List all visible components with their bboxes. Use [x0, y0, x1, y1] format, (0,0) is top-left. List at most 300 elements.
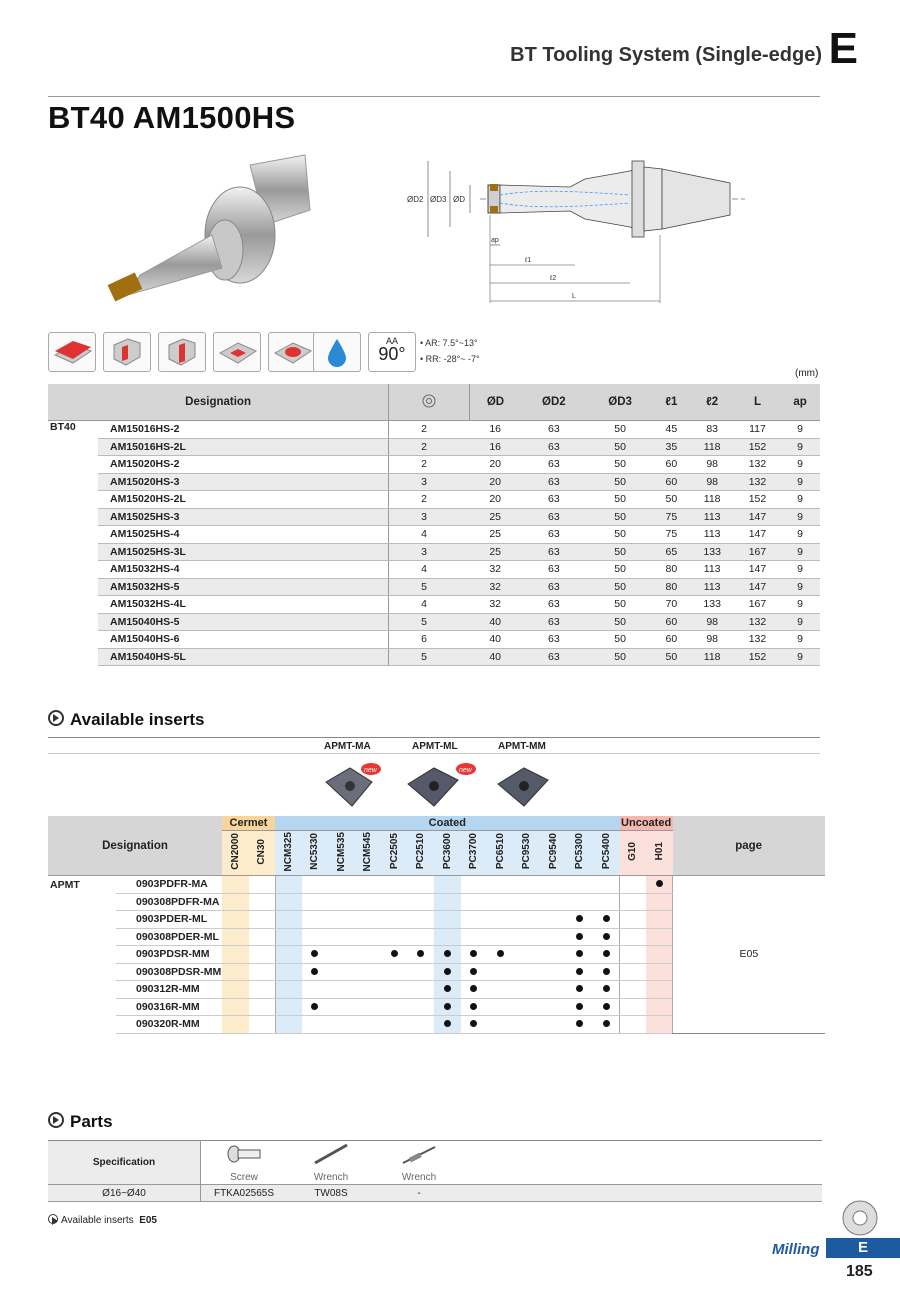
availability-dot	[656, 880, 663, 887]
value-cell: 50	[587, 456, 653, 474]
value-cell: 50	[587, 438, 653, 456]
grade-cell	[381, 928, 408, 946]
label-l1: ℓ1	[525, 257, 532, 264]
grade-cell	[302, 911, 329, 929]
grade-cell	[620, 963, 647, 981]
grade-cell	[408, 1016, 435, 1034]
value-cell: 50	[587, 648, 653, 666]
availability-dot	[497, 950, 504, 957]
col-d2: ØD2	[521, 384, 587, 421]
value-cell: 32	[470, 578, 521, 596]
grade-cell	[514, 876, 541, 894]
grade-header: NC5330	[302, 831, 329, 876]
value-cell: 5	[389, 578, 470, 596]
table-row	[48, 631, 820, 649]
availability-dot	[576, 915, 583, 922]
grade-header: PC9540	[540, 831, 567, 876]
grade-header: PC5300	[567, 831, 594, 876]
insert-mm-image	[494, 762, 552, 810]
value-cell: 40	[470, 631, 521, 649]
radial-rake-note: • RR: -28°~ -7°	[420, 354, 480, 364]
grade-cell	[222, 981, 249, 999]
value-cell: 60	[653, 613, 689, 631]
inserts-table	[48, 816, 825, 1034]
value-cell: 20	[470, 456, 521, 474]
col-L: L	[735, 384, 780, 421]
value-cell: 9	[780, 648, 820, 666]
value-cell: 132	[735, 613, 780, 631]
page-title: BT40 AM1500HS	[48, 100, 296, 135]
grade-cell	[620, 911, 647, 929]
value-cell: 118	[690, 491, 735, 509]
table-row	[48, 543, 820, 561]
grade-cell	[620, 893, 647, 911]
value-cell: 5	[389, 613, 470, 631]
footer-note: Available inserts E05	[48, 1214, 157, 1226]
value-cell: 50	[587, 491, 653, 509]
grade-cell	[514, 998, 541, 1016]
cermet-header: Cermet	[222, 816, 275, 831]
unit-label: (mm)	[795, 368, 819, 379]
grade-cell	[275, 946, 302, 964]
value-cell: 50	[587, 421, 653, 439]
value-cell: 2	[389, 421, 470, 439]
availability-dot	[391, 950, 398, 957]
inserts-divider	[48, 737, 820, 738]
value-cell: 80	[653, 578, 689, 596]
value-cell: 63	[521, 456, 587, 474]
value-cell: 63	[521, 648, 587, 666]
designation-cell: AM15040HS-6	[98, 631, 389, 649]
value-cell: 4	[389, 526, 470, 544]
grade-cell	[646, 911, 673, 929]
availability-dot	[576, 1003, 583, 1010]
designation-cell: AM15040HS-5L	[98, 648, 389, 666]
specification-table	[48, 384, 820, 666]
grade-header: PC2505	[381, 831, 408, 876]
grade-cell	[593, 893, 620, 911]
grade-cell	[540, 963, 567, 981]
grade-header: NCM545	[355, 831, 382, 876]
grade-cell	[593, 946, 620, 964]
value-cell: 113	[690, 578, 735, 596]
value-cell: 132	[735, 631, 780, 649]
value-cell: 9	[780, 596, 820, 614]
value-cell: 132	[735, 456, 780, 474]
grade-cell	[540, 998, 567, 1016]
grade-cell	[355, 1016, 382, 1034]
grade-header: NCM325	[275, 831, 302, 876]
insert-ma-image	[320, 762, 378, 810]
grade-cell	[567, 1016, 594, 1034]
value-cell: 9	[780, 473, 820, 491]
group-label	[48, 981, 116, 999]
parts-col-wrench-2: Wrench	[401, 1171, 437, 1183]
grade-cell	[302, 998, 329, 1016]
value-cell: 50	[587, 631, 653, 649]
group-label	[48, 998, 116, 1016]
grade-cell	[514, 911, 541, 929]
section-tab: E	[826, 1238, 900, 1258]
value-cell: 65	[653, 543, 689, 561]
col-designation: Designation	[48, 384, 389, 421]
grade-cell	[487, 928, 514, 946]
value-cell: 132	[735, 473, 780, 491]
grade-cell	[249, 911, 276, 929]
insert-designation: 0903PDFR-MA	[116, 876, 222, 894]
designation-cell: AM15025HS-3	[98, 508, 389, 526]
availability-dot	[576, 950, 583, 957]
value-cell: 63	[521, 613, 587, 631]
grade-cell	[434, 981, 461, 999]
value-cell: 50	[587, 473, 653, 491]
value-cell: 63	[521, 578, 587, 596]
grade-cell	[646, 963, 673, 981]
grade-cell	[567, 946, 594, 964]
availability-dot	[576, 968, 583, 975]
grade-cell	[275, 998, 302, 1016]
insert-designation: 090320R-MM	[116, 1016, 222, 1034]
grade-cell	[328, 911, 355, 929]
insert-designation: 090308PDFR-MA	[116, 893, 222, 911]
availability-dot	[603, 1003, 610, 1010]
page-reference: E05	[673, 876, 825, 1034]
value-cell: 63	[521, 438, 587, 456]
label-l2: ℓ2	[550, 275, 557, 282]
insert-designation: 0903PDSR-MM	[116, 946, 222, 964]
grade-cell	[567, 911, 594, 929]
section-title: BT Tooling System (Single-edge)	[510, 44, 822, 66]
parts-table	[48, 1140, 822, 1202]
grade-cell	[328, 998, 355, 1016]
angle-label: AA	[385, 336, 398, 346]
grade-cell	[408, 928, 435, 946]
grade-cell	[355, 963, 382, 981]
grade-cell	[540, 946, 567, 964]
value-cell: 25	[470, 543, 521, 561]
insert-designation: 090316R-MM	[116, 998, 222, 1016]
availability-dot	[444, 1020, 451, 1027]
grade-cell	[620, 876, 647, 894]
group-label	[48, 893, 116, 911]
value-cell: 63	[521, 491, 587, 509]
coated-header: Coated	[275, 816, 620, 831]
label-d2: ØD2	[407, 195, 424, 204]
availability-dot	[603, 933, 610, 940]
grade-cell	[275, 928, 302, 946]
grade-cell	[275, 876, 302, 894]
value-cell: 133	[690, 543, 735, 561]
value-cell: 63	[521, 421, 587, 439]
category-label: Milling	[772, 1241, 820, 1258]
milling-cutter-icon	[840, 1198, 880, 1238]
table-row	[48, 876, 825, 894]
value-cell: 152	[735, 648, 780, 666]
grade-cell	[355, 981, 382, 999]
grade-cell	[302, 963, 329, 981]
grade-cell	[381, 946, 408, 964]
grade-cell	[567, 928, 594, 946]
grade-cell	[487, 876, 514, 894]
availability-dot	[470, 968, 477, 975]
designation-cell: AM15040HS-5	[98, 613, 389, 631]
grade-cell	[593, 998, 620, 1016]
footer-ref: E05	[139, 1215, 157, 1226]
insert-ml-image	[404, 762, 472, 810]
value-cell: 167	[735, 543, 780, 561]
availability-dot	[417, 950, 424, 957]
grade-cell	[328, 963, 355, 981]
grade-cell	[461, 981, 488, 999]
value-cell: 9	[780, 456, 820, 474]
grade-cell	[593, 981, 620, 999]
value-cell: 9	[780, 578, 820, 596]
value-cell: 9	[780, 491, 820, 509]
availability-dot	[576, 985, 583, 992]
table-row	[48, 473, 820, 491]
value-cell: 3	[389, 508, 470, 526]
designation-cell: AM15020HS-2	[98, 456, 389, 474]
value-cell: 147	[735, 526, 780, 544]
grade-cell	[328, 1016, 355, 1034]
designation-cell: AM15032HS-4	[98, 561, 389, 579]
value-cell: 50	[653, 648, 689, 666]
group-label	[48, 963, 116, 981]
grade-header: PC3600	[434, 831, 461, 876]
teeth-icon	[421, 393, 437, 409]
grade-cell	[461, 1016, 488, 1034]
value-cell: 9	[780, 438, 820, 456]
table-row	[48, 526, 820, 544]
grade-cell	[355, 911, 382, 929]
pocketing-icon	[213, 332, 261, 372]
grade-cell	[434, 911, 461, 929]
availability-dot	[444, 1003, 451, 1010]
grade-header: PC9530	[514, 831, 541, 876]
grade-cell	[355, 893, 382, 911]
value-cell: 40	[470, 648, 521, 666]
page-number: 185	[846, 1263, 873, 1280]
value-cell: 50	[587, 596, 653, 614]
grade-cell	[408, 911, 435, 929]
helical-milling-icon	[268, 332, 316, 372]
grade-cell	[355, 998, 382, 1016]
value-cell: 147	[735, 508, 780, 526]
grade-cell	[593, 911, 620, 929]
new-badge: new	[459, 767, 472, 774]
value-cell: 32	[470, 596, 521, 614]
value-cell: 117	[735, 421, 780, 439]
grade-cell	[302, 876, 329, 894]
value-cell: 6	[389, 631, 470, 649]
grade-cell	[302, 981, 329, 999]
value-cell: 98	[690, 631, 735, 649]
table-row	[48, 578, 820, 596]
coolant-icon	[313, 332, 361, 372]
grade-cell	[302, 893, 329, 911]
value-cell: 50	[587, 543, 653, 561]
grade-cell	[540, 911, 567, 929]
grade-cell	[646, 946, 673, 964]
grade-cell	[487, 946, 514, 964]
grade-cell	[620, 1016, 647, 1034]
ins-col-designation: Designation	[48, 816, 222, 876]
grade-cell	[222, 1016, 249, 1034]
value-cell: 3	[389, 473, 470, 491]
uncoated-header: Uncoated	[621, 817, 672, 829]
grade-cell	[222, 893, 249, 911]
value-cell: 75	[653, 526, 689, 544]
grade-cell	[540, 928, 567, 946]
value-cell: 20	[470, 491, 521, 509]
availability-dot	[444, 968, 451, 975]
grade-cell	[461, 928, 488, 946]
grade-cell	[249, 981, 276, 999]
grade-cell	[328, 928, 355, 946]
grade-cell	[275, 963, 302, 981]
designation-cell: AM15020HS-2L	[98, 491, 389, 509]
grade-cell	[461, 911, 488, 929]
group-label	[48, 911, 116, 929]
group-label: BT40	[48, 421, 98, 666]
grade-cell	[646, 893, 673, 911]
grade-cell	[381, 876, 408, 894]
parts-screw-value: FTKA02565S	[201, 1185, 288, 1202]
grade-cell	[620, 928, 647, 946]
grade-cell	[381, 911, 408, 929]
grade-header: PC5400	[593, 831, 620, 876]
section-letter: E	[828, 24, 858, 73]
grade-cell	[355, 876, 382, 894]
value-cell: 9	[780, 613, 820, 631]
value-cell: 152	[735, 438, 780, 456]
grade-cell	[487, 911, 514, 929]
value-cell: 83	[690, 421, 735, 439]
grade-cell	[328, 946, 355, 964]
table-row	[48, 613, 820, 631]
value-cell: 50	[587, 561, 653, 579]
table-row	[48, 596, 820, 614]
designation-cell: AM15025HS-4	[98, 526, 389, 544]
value-cell: 98	[690, 473, 735, 491]
grade-cell	[593, 928, 620, 946]
grade-cell	[514, 981, 541, 999]
grade-cell	[302, 1016, 329, 1034]
grade-cell	[646, 876, 673, 894]
grade-cell	[514, 1016, 541, 1034]
availability-dot	[311, 950, 318, 957]
grade-cell	[408, 981, 435, 999]
slotting-icon	[158, 332, 206, 372]
grade-cell	[408, 946, 435, 964]
grade-cell	[620, 946, 647, 964]
grade-cell	[381, 893, 408, 911]
value-cell: 113	[690, 526, 735, 544]
grade-cell	[222, 928, 249, 946]
value-cell: 50	[587, 578, 653, 596]
available-inserts-heading: Available inserts	[48, 710, 205, 730]
value-cell: 118	[690, 438, 735, 456]
designation-cell: AM15016HS-2	[98, 421, 389, 439]
parts-spec-label: Specification	[48, 1141, 201, 1185]
grade-cell	[487, 1016, 514, 1034]
availability-dot	[470, 1020, 477, 1027]
grade-cell	[567, 893, 594, 911]
grade-cell	[646, 1016, 673, 1034]
grade-cell	[487, 998, 514, 1016]
grade-cell	[434, 946, 461, 964]
grade-cell	[593, 876, 620, 894]
value-cell: 133	[690, 596, 735, 614]
col-ap: ap	[780, 384, 820, 421]
availability-dot	[603, 1020, 610, 1027]
grade-cell	[275, 1016, 302, 1034]
value-cell: 9	[780, 561, 820, 579]
group-label	[48, 946, 116, 964]
insert-type-ml: APMT-ML	[412, 741, 458, 752]
designation-cell: AM15025HS-3L	[98, 543, 389, 561]
value-cell: 4	[389, 561, 470, 579]
value-cell: 118	[690, 648, 735, 666]
value-cell: 63	[521, 508, 587, 526]
value-cell: 98	[690, 613, 735, 631]
parts-col-wrench-1: Wrench	[313, 1171, 349, 1183]
group-label	[48, 1016, 116, 1034]
value-cell: 40	[470, 613, 521, 631]
grade-cell	[646, 998, 673, 1016]
insert-type-ma: APMT-MA	[324, 741, 371, 752]
dimension-drawing	[400, 155, 750, 305]
availability-dot	[470, 1003, 477, 1010]
grade-header: PC3700	[461, 831, 488, 876]
grade-cell	[434, 998, 461, 1016]
insert-type-mm: APMT-MM	[498, 741, 546, 752]
availability-dot	[311, 1003, 318, 1010]
grade-cell	[381, 998, 408, 1016]
grade-cell	[275, 981, 302, 999]
availability-dot	[470, 950, 477, 957]
group-label: APMT	[48, 876, 116, 894]
availability-dot	[603, 968, 610, 975]
grade-cell	[434, 1016, 461, 1034]
value-cell: 9	[780, 526, 820, 544]
value-cell: 45	[653, 421, 689, 439]
availability-dot	[603, 915, 610, 922]
value-cell: 63	[521, 631, 587, 649]
grade-cell	[328, 981, 355, 999]
value-cell: 2	[389, 491, 470, 509]
value-cell: 63	[521, 473, 587, 491]
value-cell: 70	[653, 596, 689, 614]
value-cell: 50	[587, 613, 653, 631]
table-row	[48, 491, 820, 509]
value-cell: 167	[735, 596, 780, 614]
grade-cell	[593, 963, 620, 981]
value-cell: 35	[653, 438, 689, 456]
grade-cell	[567, 876, 594, 894]
parts-wrench2-value: -	[375, 1185, 463, 1202]
grade-cell	[275, 911, 302, 929]
insert-designation: 090308PDSR-MM	[116, 963, 222, 981]
grade-header: NCM535	[328, 831, 355, 876]
value-cell: 16	[470, 438, 521, 456]
value-cell: 50	[653, 491, 689, 509]
grade-cell	[381, 981, 408, 999]
value-cell: 113	[690, 561, 735, 579]
grade-cell	[434, 876, 461, 894]
wrench-image-1	[287, 1141, 375, 1171]
value-cell: 5	[389, 648, 470, 666]
